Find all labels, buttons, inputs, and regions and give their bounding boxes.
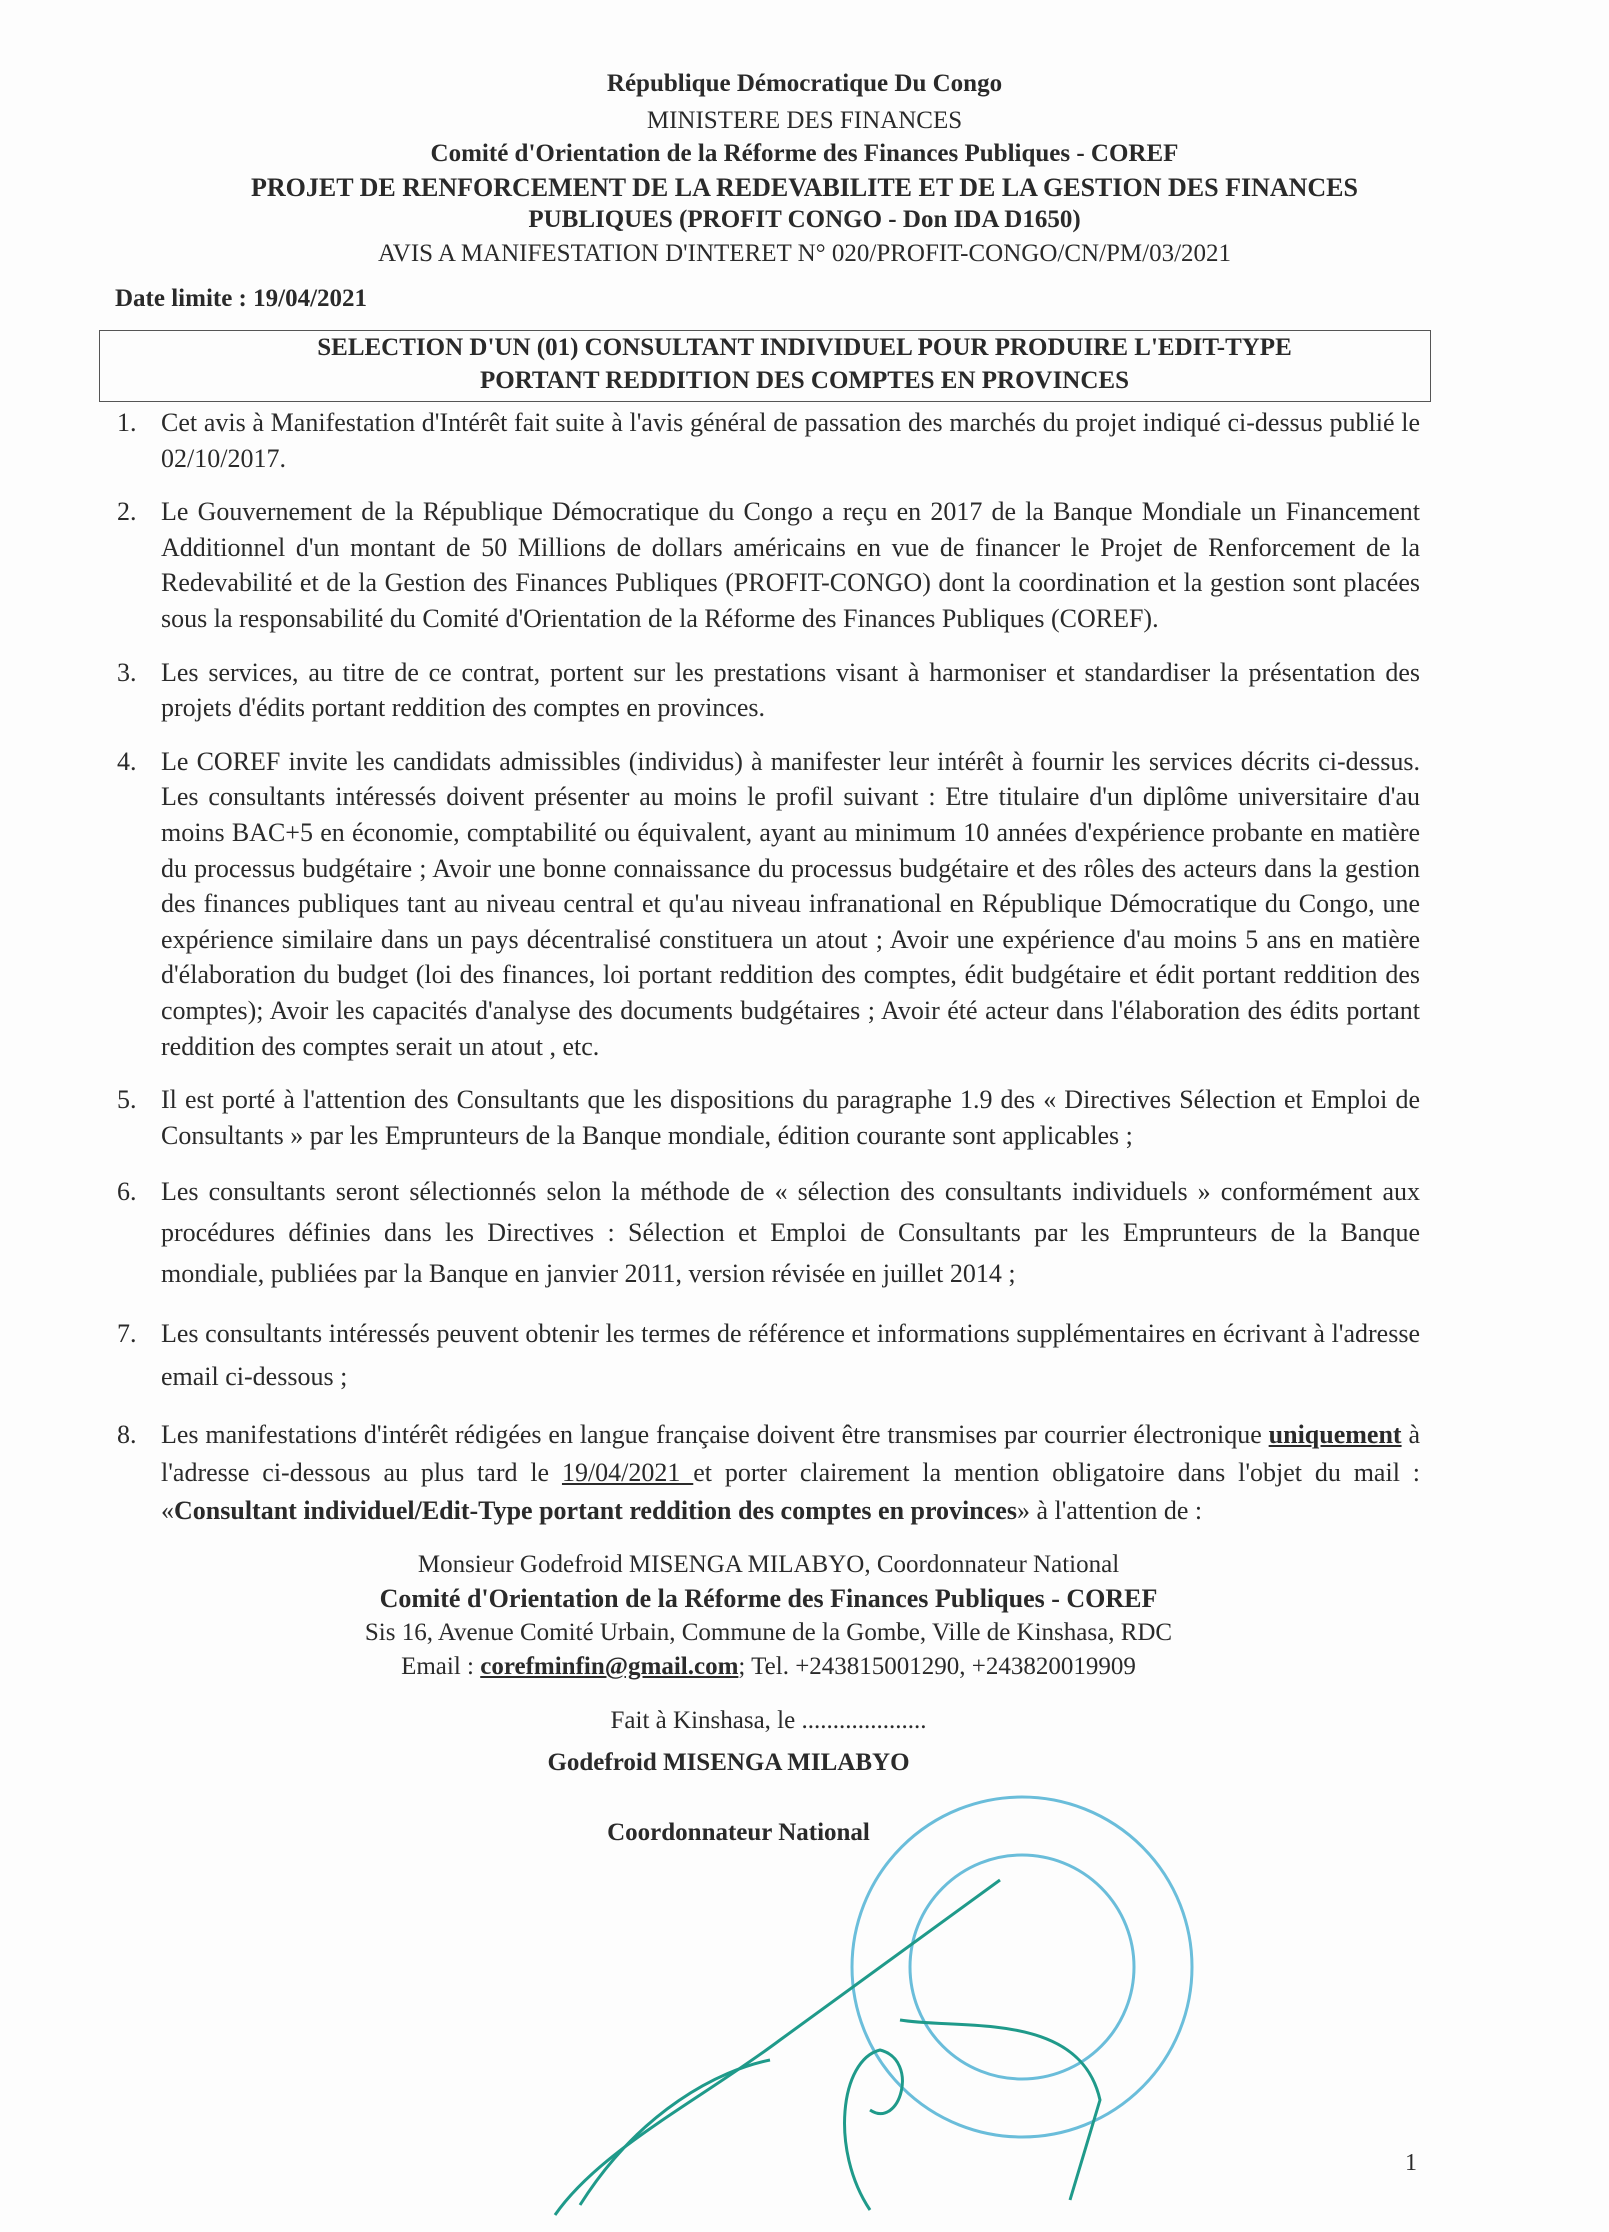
item-number: 5. [117, 1085, 137, 1115]
item8-date: 19/04/2021 [561, 1458, 694, 1488]
list-item [117, 1312, 1420, 1398]
item8-text: Les manifestations d'intérêt rédigées en langue française doivent être transmises par courrier électronique [161, 1420, 1269, 1450]
header-project-2: PUBLIQUES (PROFIT CONGO - Don IDA D1650) [528, 206, 1081, 233]
list-item [117, 744, 1420, 1064]
item-text: Les services, au titre de ce contrat, portent sur les prestations visant à harmoniser et standardiser la présentation des projets d'édits portant reddition des comptes en provinces. [161, 657, 1420, 723]
header-notice-number: AVIS A MANIFESTATION D'INTERET N° 020/PROFIT-CONGO/CN/PM/03/2021 [377, 240, 1232, 267]
signoff-place: Fait à Kinshasa, le .................... [610, 1707, 927, 1735]
signature [555, 1880, 1100, 2215]
list-item [117, 1082, 1420, 1153]
header-country: République Démocratique Du Congo [606, 70, 1003, 97]
item8-text: et porter clairement la mention obligatoire dans l'objet du mail : « [161, 1458, 1420, 1526]
item-number: 7. [117, 1319, 137, 1349]
header-ministry: MINISTERE DES FINANCES [646, 107, 963, 134]
email-link[interactable]: corefminfin@gmail.com [480, 1653, 739, 1681]
address-org: Comité d'Orientation de la Réforme des Finances Publiques - COREF [379, 1584, 1158, 1614]
deadline: Date limite : 19/04/2021 [115, 285, 368, 312]
item-text: Le Gouvernement de la République Démocratique du Congo a reçu en 2017 de la Banque Mondiale un Financement Additionnel d'un montant de 50 Millions de dollars américains en vue de financer le Projet de Renforcement de la Redevabilité et de la Gestion des Finances Publiques (PROFIT-CONGO) dont la coordination et la gestion sont placées sous la responsabilité du Comité d'Orientation de la Réforme des Finances Publiques (COREF). [161, 497, 1420, 633]
item-number: 2. [117, 497, 137, 527]
item8-text: » à l'attention de : [1016, 1496, 1203, 1526]
body-flow [117, 405, 1420, 1850]
item-text: Le COREF invite les candidats admissibles (individus) à manifester leur intérêt à fournir les services décrits ci-dessus. Les consultants intéressés doivent présenter au moins le profil suivant : Etre titulaire d'un diplôme universitaire d'au moins BAC+5 en économie, comptabilité ou équivalent, ayant au minimum 10 années d'expérience probante en matière du processus budgétaire ; Avoir une bonne connaissance du processus budgétaire et des rôles des acteurs dans la gestion des finances publiques tant au niveau central et qu'au niveau infranational en République Démocratique du Congo, une expérience similaire dans un pays décentralisé constituera un atout ; Avoir une expérience d'au moins 5 ans en matière d'élaboration du budget (loi des finances, loi portant reddition des comptes, édit budgétaire et édit portant reddition des comptes); Avoir les capacités d'analyse des documents budgétaires ; Avoir été acteur dans l'élaboration des édits portant reddition des comptes serait un atout , etc. [161, 746, 1420, 1061]
item-text: Il est porté à l'attention des Consultants que les dispositions du paragraphe 1.9 des « Directives Sélection et Emploi de Consultants » par les Emprunteurs de la Banque mondiale, édition courante sont applicables ; [161, 1085, 1420, 1150]
item-number: 6. [117, 1177, 137, 1207]
item-text: Cet avis à Manifestation d'Intérêt fait suite à l'avis général de passation des marchés du projet indiqué ci-dessus publié le 02/10/2017. [161, 408, 1420, 473]
page-number: 1 [1405, 2150, 1417, 2176]
item8-emphasis: uniquement [1268, 1420, 1402, 1450]
item8-text: à l'adresse ci-dessous au plus tard le [161, 1420, 1420, 1488]
title-line-2: PORTANT REDDITION DES COMPTES EN PROVINCES [480, 367, 1129, 394]
address-street: Sis 16, Avenue Comité Urbain, Commune de la Gombe, Ville de Kinshasa, RDC [364, 1619, 1173, 1647]
item-text: Les consultants seront sélectionnés selon la méthode de « sélection des consultants individuels » conformément aux procédures définies dans les Directives : Sélection et Emploi de Consultants par les Emprunteurs de la Banque mondiale, publiées par la Banque en janvier 2011, version révisée en juillet 2014 ; [161, 1177, 1420, 1289]
signoff-place-line [117, 1704, 1420, 1738]
item-number: 3. [117, 657, 137, 687]
phone-numbers: ; Tel. +243815001290, +243820019909 [738, 1653, 1136, 1681]
list-item [117, 1416, 1420, 1530]
signoff-signer: Godefroid MISENGA MILABYO [547, 1749, 910, 1777]
list-item [117, 494, 1420, 636]
item-text [161, 1416, 1420, 1530]
list-item [117, 405, 1420, 476]
signoff-role: Coordonnateur National [607, 1819, 870, 1847]
title-line-1: SELECTION D'UN (01) CONSULTANT INDIVIDUEL POUR PRODUIRE L'EDIT-TYPE [317, 334, 1292, 361]
item-number: 4. [117, 746, 137, 776]
item8-subject: Consultant individuel/Edit-Type portant reddition des comptes en provinces [174, 1496, 1017, 1526]
item-number: 8. [117, 1420, 137, 1450]
address-contact [117, 1650, 1420, 1684]
email-label: Email : [401, 1653, 481, 1681]
header-project: PROJET DE RENFORCEMENT DE LA REDEVABILITE ET DE LA GESTION DES FINANCES [251, 173, 1358, 202]
item-number: 1. [117, 408, 137, 437]
address-name: Monsieur Godefroid MISENGA MILABYO, Coordonnateur National [417, 1551, 1120, 1579]
header-committee: Comité d'Orientation de la Réforme des Finances Publiques - COREF [430, 140, 1179, 167]
list-item [117, 1171, 1420, 1294]
list-item [117, 655, 1420, 726]
item-text: Les consultants intéressés peuvent obtenir les termes de référence et informations supplémentaires en écrivant à l'adresse email ci-dessous ; [161, 1319, 1420, 1392]
